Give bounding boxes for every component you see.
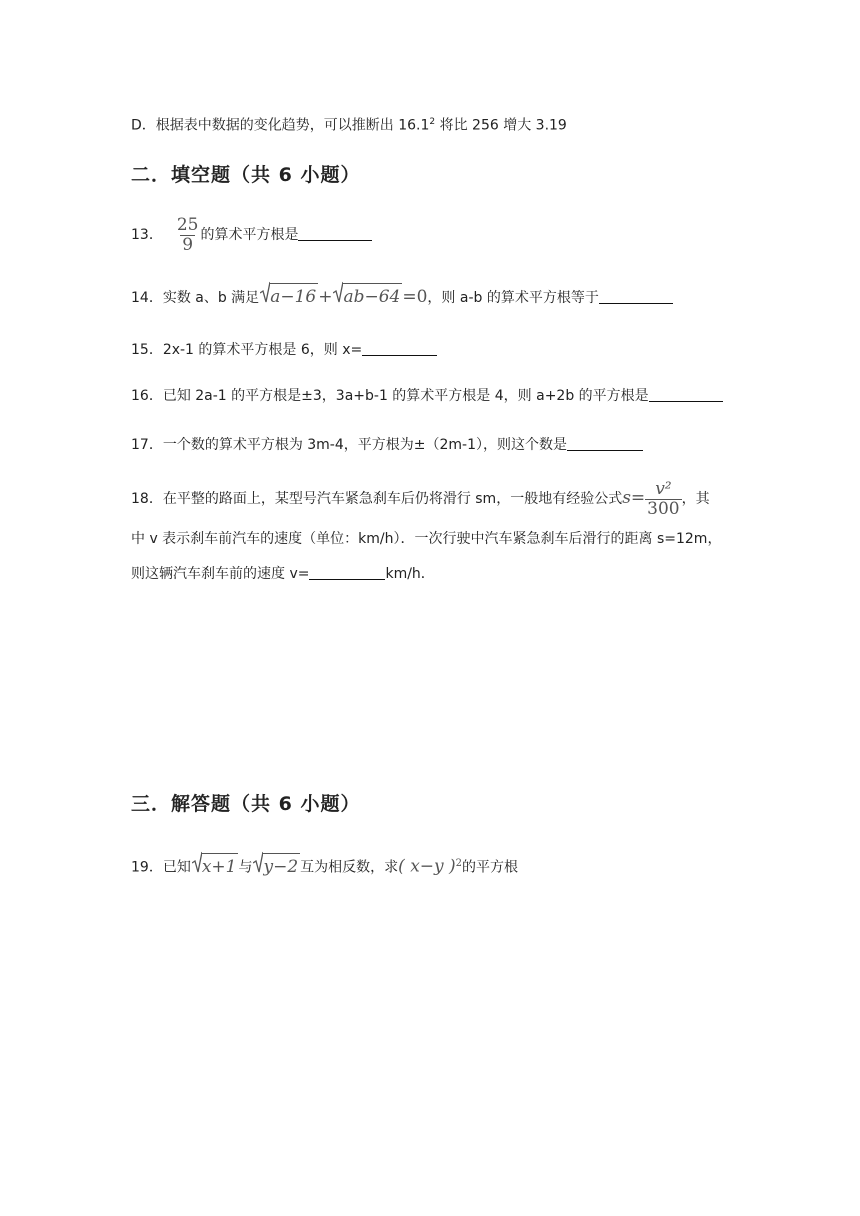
question-18-line-3 <box>131 564 435 584</box>
q19-text-a: 19．已知 <box>131 859 191 876</box>
q18-line3-text-b: km/h． <box>385 566 435 582</box>
radical-sign-icon <box>253 851 263 873</box>
q14-radicand-1: a−16 <box>269 283 318 309</box>
q14-radicand-2: ab−64 <box>342 283 402 309</box>
q18-line1-text-b: ，其 <box>681 491 710 507</box>
question-19 <box>131 852 518 880</box>
q13-answer-blank[interactable] <box>298 226 372 241</box>
option-d <box>131 112 567 136</box>
question-14 <box>131 283 673 310</box>
q19-radicand-1: x+1 <box>201 853 239 879</box>
option-d-text-b: 将比 256 增大 3.19 <box>435 117 567 134</box>
q18-answer-blank[interactable] <box>309 565 385 580</box>
section-2-heading: 二．填空题（共 6 小题） <box>131 164 361 186</box>
q19-radicand-2: y−2 <box>262 853 300 879</box>
radical-sign-icon <box>260 281 270 303</box>
q19-exponent: 2 <box>455 858 463 869</box>
q18-formula-denominator: 300 <box>647 498 680 519</box>
q19-expression: ( x−y ) <box>398 856 456 877</box>
q16-answer-blank[interactable] <box>649 387 723 402</box>
option-d-text-a: D．根据表中数据的变化趋势，可以推断出 16.1 <box>131 117 430 134</box>
q13-fraction <box>175 214 201 255</box>
q15-answer-blank[interactable] <box>362 341 437 356</box>
q18-line1-text-a: 18．在平整的路面上，某型号汽车紧急刹车后仍将滑行 sm，一般地有经验公式 <box>131 491 623 507</box>
q14-equals-zero: =0 <box>402 287 428 307</box>
q17-text: 17．一个数的算术平方根为 3m-4，平方根为±（2m-1），则这个数是 <box>131 437 568 453</box>
q14-text-a: 14．实数 a、b 满足 <box>131 290 260 306</box>
q14-text-b: ，则 a-b 的算术平方根等于 <box>427 290 599 306</box>
q19-text-c: 的平方根 <box>462 859 519 876</box>
q18-formula-fraction <box>645 478 681 519</box>
q14-sqrt-1 <box>260 283 318 309</box>
question-17 <box>131 435 643 455</box>
q15-text: 15．2x-1 的算术平方根是 6，则 x= <box>131 342 363 358</box>
q13-text: 的算术平方根是 <box>200 227 299 243</box>
q19-mid: 与 <box>238 859 253 876</box>
radical-sign-icon <box>192 851 202 873</box>
q19-sqrt-2 <box>253 853 300 879</box>
q14-answer-blank[interactable] <box>599 289 673 304</box>
q13-fraction-denominator: 9 <box>182 234 194 255</box>
question-15 <box>131 340 437 360</box>
q16-text: 16．已知 2a-1 的平方根是±3，3a+b-1 的算术平方根是 4，则 a+2b 的平方根是 <box>131 388 649 404</box>
radical-sign-icon <box>333 281 343 303</box>
q13-fraction-numerator: 25 <box>176 214 199 235</box>
q18-formula-numerator: v² <box>655 478 672 499</box>
option-d-superscript: 2 <box>429 117 436 127</box>
q17-answer-blank[interactable] <box>567 436 643 451</box>
question-18-line-2: 中 v 表示刹车前汽车的速度（单位：km/h）．一次行驶中汽车紧急刹车后滑行的距离 s=12m， <box>131 531 722 547</box>
question-16 <box>131 386 723 406</box>
section-3-heading: 三．解答题（共 6 小题） <box>131 793 361 815</box>
q19-text-b: 互为相反数，求 <box>300 859 399 876</box>
question-13 <box>131 215 372 255</box>
question-18-line-1 <box>131 478 710 520</box>
q18-formula-lhs: s= <box>622 488 646 508</box>
q19-sqrt-1 <box>192 853 239 879</box>
q14-sqrt-2 <box>333 283 402 309</box>
q18-line3-text-a: 则这辆汽车刹车前的速度 v= <box>131 566 310 582</box>
q14-plus: + <box>318 287 333 307</box>
q13-number: 13． <box>131 227 163 243</box>
